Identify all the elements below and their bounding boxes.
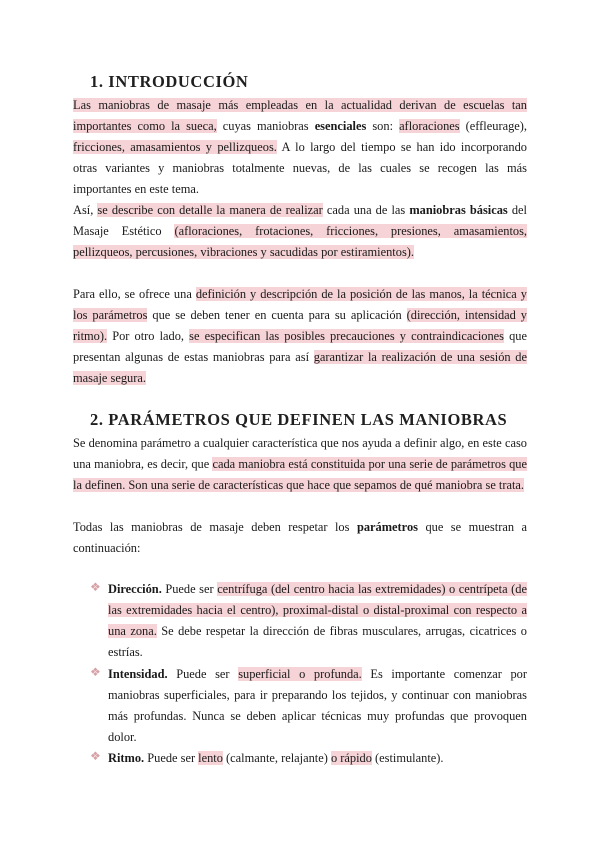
text: Puede ser — [167, 667, 239, 681]
diamond-bullet-icon: ❖ — [90, 580, 101, 594]
intro-paragraph-2 — [73, 200, 527, 263]
list-item-direccion — [108, 579, 527, 663]
item-term: Intensidad. — [108, 667, 168, 681]
highlight: definición y descripción de la posición de las manos, la técnica y los parámetros — [73, 287, 527, 322]
text: Puede ser — [161, 582, 218, 596]
highlight: o rápido — [330, 751, 372, 765]
text: Es importante comenzar por maniobras superficiales, para ir preparando los tejidos, y continuar con maniobras más profundas. Nunca se deben aplicar técnicas muy profundas que provoquen dolor. — [108, 667, 527, 744]
text: Se debe respetar la dirección de fibras musculares, arrugas, cicatrices o estrías. — [108, 624, 527, 659]
highlight: se describe con detalle la manera de realizar — [97, 203, 323, 217]
highlight: cada maniobra está constituida por una serie de parámetros que la definen. Son una serie de características que hace que sepamos de qué maniobra se trata. — [73, 457, 527, 492]
intro-paragraph-3 — [73, 284, 527, 389]
parameters-paragraph-2 — [73, 517, 527, 559]
text: (calmante, relajante) — [222, 751, 331, 765]
item-term: Ritmo. — [108, 751, 145, 765]
section-2-title: 2. PARÁMETROS QUE DEFINEN LAS MANIOBRAS — [90, 410, 508, 429]
text: (estimulante). — [371, 751, 444, 765]
parameters-paragraph-1 — [73, 433, 527, 496]
text: A lo largo del tiempo se han ido incorporando otras variantes y maniobras totalmente nuevas, de las cuales se recogen las más importantes en este tema. — [73, 140, 527, 196]
text: Se denomina parámetro a cualquier característica que nos ayuda a definir algo, en este caso una maniobra, es decir, que — [73, 436, 527, 471]
item-term: Dirección. — [108, 582, 162, 596]
diamond-bullet-icon: ❖ — [90, 749, 101, 763]
bold-term: maniobras básicas — [409, 203, 508, 217]
text: cuyas maniobras — [216, 119, 315, 133]
highlight: (dirección, intensidad y ritmo). — [73, 308, 527, 343]
text: Por otro lado, — [107, 329, 190, 343]
bold-term: esenciales — [314, 119, 367, 133]
highlight: Las maniobras de masaje más empleadas en la actualidad derivan de escuelas tan importantes como la sueca, — [73, 98, 527, 133]
highlight: se especifican las posibles precauciones y contraindicaciones — [189, 329, 504, 343]
text: Puede ser — [144, 751, 199, 765]
diamond-bullet-icon: ❖ — [90, 665, 101, 679]
section-1-title: 1. INTRODUCCIÓN — [90, 72, 249, 91]
highlight: fricciones, amasamientos y pellizqueos. — [73, 140, 277, 154]
text: Todas las maniobras de masaje deben respetar los — [73, 520, 357, 534]
highlight: centrífuga (del centro hacia las extremidades) o centrípeta (de las extremidades hacia el centro), proximal-distal o distal-proximal con respecto a una zona. — [108, 582, 527, 638]
text: cada una de las — [322, 203, 410, 217]
bold-term: parámetros — [356, 520, 418, 534]
text: que se deben tener en cuenta para su aplicación — [147, 308, 407, 322]
highlight: afloraciones — [399, 119, 460, 133]
highlight: superficial o profunda. — [238, 667, 362, 681]
highlight: (afloraciones, frotaciones, fricciones, presiones, amasamientos, pellizqueos, percusiones, vibraciones y sacudidas por estiramientos). — [73, 224, 527, 259]
text: que se muestran a continuación: — [73, 520, 527, 555]
list-item-ritmo — [108, 748, 527, 769]
intro-paragraph-1 — [73, 95, 527, 200]
text: son: — [366, 119, 400, 133]
text: (effleurage), — [459, 119, 527, 133]
text: del Masaje Estético — [73, 203, 527, 238]
list-item-intensidad — [108, 664, 527, 748]
highlight: garantizar la realización de una sesión de masaje segura. — [73, 350, 527, 385]
text: que presentan algunas de estas maniobras para así — [73, 329, 528, 364]
text: Para ello, se ofrece una — [73, 287, 196, 301]
text: Así, — [73, 203, 98, 217]
highlight: lento — [198, 751, 223, 765]
